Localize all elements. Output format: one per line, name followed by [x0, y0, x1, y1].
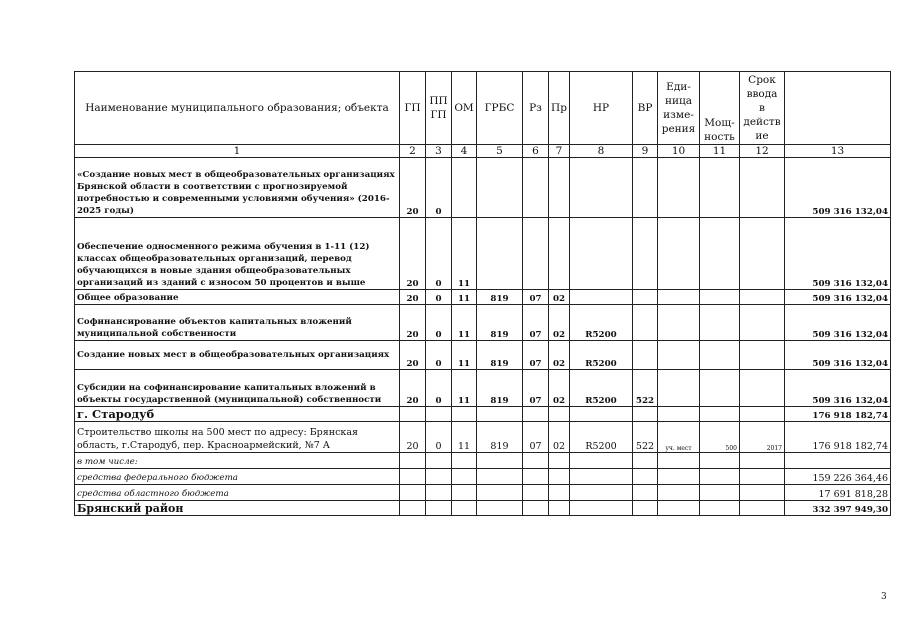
cell-vr: [633, 341, 658, 370]
cell-rz: [523, 218, 549, 290]
cell-nr: R5200: [570, 370, 633, 407]
cell-pr: [549, 218, 570, 290]
cell-term: [740, 305, 785, 341]
cell-rz: 07: [523, 341, 549, 370]
cell-om: 11: [452, 422, 477, 453]
cell-nr: [570, 218, 633, 290]
cell-amount: 17 691 818,28: [785, 485, 891, 501]
cell-pr: 02: [549, 422, 570, 453]
cell-unit: [658, 305, 700, 341]
header-vr: ВР: [633, 72, 658, 145]
cell-amount: [785, 453, 891, 469]
cell-nr: R5200: [570, 341, 633, 370]
cell-pr: 02: [549, 290, 570, 305]
page-number: 3: [881, 592, 887, 602]
cell-ppgp: 0: [426, 341, 452, 370]
row-name: г. Стародуб: [75, 407, 400, 422]
cell-rz: 07: [523, 422, 549, 453]
cell-vr: 522: [633, 370, 658, 407]
cell-om: 11: [452, 370, 477, 407]
row-name: «Создание новых мест в общеобразовательных организациях Брянской области в соответствии с прогнозируемой потребностью и современными условиями обучения» (2016-2025 годы): [75, 158, 400, 218]
cell-grbs: 819: [477, 341, 523, 370]
cell-vr: 522: [633, 422, 658, 453]
cell-gp: 20: [400, 305, 426, 341]
table-row: [75, 370, 891, 407]
col-number: 12: [740, 145, 785, 158]
cell-unit: уч. мест: [658, 422, 700, 453]
cell-power: [700, 158, 740, 218]
row-name: Брянский район: [75, 501, 400, 516]
header-amount: [785, 72, 891, 145]
cell-grbs: 819: [477, 370, 523, 407]
cell-amount: 509 316 132,04: [785, 305, 891, 341]
cell-gp: 20: [400, 341, 426, 370]
cell-amount: 159 226 364,46: [785, 469, 891, 485]
cell-gp: 20: [400, 290, 426, 305]
cell-om: 11: [452, 341, 477, 370]
col-number: 5: [477, 145, 523, 158]
cell-ppgp: 0: [426, 422, 452, 453]
cell-ppgp: 0: [426, 290, 452, 305]
table-row: [75, 501, 891, 516]
cell-pr: 02: [549, 341, 570, 370]
cell-nr: R5200: [570, 422, 633, 453]
table-row: [75, 407, 891, 422]
cell-pr: 02: [549, 305, 570, 341]
cell-amount: 176 918 182,74: [785, 407, 891, 422]
cell-rz: 07: [523, 290, 549, 305]
cell-amount: 176 918 182,74: [785, 422, 891, 453]
cell-amount: 509 316 132,04: [785, 218, 891, 290]
table-row: [75, 341, 891, 370]
cell-gp: 20: [400, 218, 426, 290]
col-number: 2: [400, 145, 426, 158]
cell-unit: [658, 341, 700, 370]
row-name: Субсидии на софинансирование капитальных вложений в объекты государственной (муниципальной) собственности: [75, 370, 400, 407]
table-row: [75, 422, 891, 453]
cell-power: [700, 305, 740, 341]
cell-amount: 509 316 132,04: [785, 290, 891, 305]
cell-om: 11: [452, 290, 477, 305]
cell-grbs: 819: [477, 290, 523, 305]
cell-unit: [658, 290, 700, 305]
cell-unit: [658, 218, 700, 290]
table-row: [75, 469, 891, 485]
budget-table: [74, 71, 891, 516]
cell-amount: 509 316 132,04: [785, 370, 891, 407]
cell-grbs: 819: [477, 422, 523, 453]
row-name: средства федерального бюджета: [75, 469, 400, 485]
cell-nr: R5200: [570, 305, 633, 341]
cell-power: 500: [700, 422, 740, 453]
cell-power: [700, 218, 740, 290]
cell-unit: [658, 370, 700, 407]
row-name: Общее образование: [75, 290, 400, 305]
row-name: средства областного бюджета: [75, 485, 400, 501]
header-name: Наименование муниципального образования; объекта: [75, 72, 400, 145]
cell-om: 11: [452, 218, 477, 290]
cell-term: [740, 158, 785, 218]
row-name: Обеспечение односменного режима обучения в 1-11 (12) классах общеобразовательных организаций, перевод обучающихся в новые здания общеобразовательных организаций из зданий с износом 50 процентов и выше: [75, 218, 400, 290]
cell-grbs: 819: [477, 305, 523, 341]
cell-pr: [549, 158, 570, 218]
col-number: 1: [75, 145, 400, 158]
col-number: 13: [785, 145, 891, 158]
cell-vr: [633, 290, 658, 305]
header-ppgp: ПП ГП: [426, 72, 452, 145]
row-name: Строительство школы на 500 мест по адресу: Брянская область, г.Стародуб, пер. Красноармейский, №7 А: [75, 422, 400, 453]
header-row: [75, 72, 891, 145]
row-name: Создание новых мест в общеобразовательных организациях: [75, 341, 400, 370]
table-row: [75, 453, 891, 469]
cell-term: [740, 218, 785, 290]
cell-power: [700, 290, 740, 305]
cell-grbs: [477, 158, 523, 218]
cell-rz: 07: [523, 370, 549, 407]
table-row: [75, 485, 891, 501]
col-number: 4: [452, 145, 477, 158]
cell-gp: 20: [400, 370, 426, 407]
cell-ppgp: 0: [426, 218, 452, 290]
header-unit: Еди- ница изме- рения: [658, 72, 700, 145]
table-row: [75, 305, 891, 341]
cell-vr: [633, 158, 658, 218]
col-number: 3: [426, 145, 452, 158]
col-number: 11: [700, 145, 740, 158]
cell-power: [700, 341, 740, 370]
cell-ppgp: 0: [426, 370, 452, 407]
cell-nr: [570, 158, 633, 218]
col-number: 7: [549, 145, 570, 158]
cell-rz: [523, 158, 549, 218]
header-nr: НР: [570, 72, 633, 145]
cell-pr: 02: [549, 370, 570, 407]
row-name: в том числе:: [75, 453, 400, 469]
cell-ppgp: 0: [426, 158, 452, 218]
table-row: [75, 218, 891, 290]
cell-om: [452, 158, 477, 218]
header-term: Срок ввода в действ ие: [740, 72, 785, 145]
cell-term: [740, 370, 785, 407]
cell-om: 11: [452, 305, 477, 341]
table-row: [75, 290, 891, 305]
header-grbs: ГРБС: [477, 72, 523, 145]
cell-gp: 20: [400, 422, 426, 453]
cell-amount: 332 397 949,30: [785, 501, 891, 516]
cell-grbs: [477, 218, 523, 290]
cell-term: [740, 290, 785, 305]
header-power: Мощ- ность: [700, 72, 740, 145]
row-name: Софинансирование объектов капитальных вложений муниципальной собственности: [75, 305, 400, 341]
header-pr: Пр: [549, 72, 570, 145]
header-rz: Рз: [523, 72, 549, 145]
col-number: 10: [658, 145, 700, 158]
column-number-row: [75, 145, 891, 158]
cell-term: [740, 341, 785, 370]
cell-ppgp: 0: [426, 305, 452, 341]
header-om: ОМ: [452, 72, 477, 145]
header-gp: ГП: [400, 72, 426, 145]
cell-vr: [633, 218, 658, 290]
cell-vr: [633, 305, 658, 341]
cell-amount: 509 316 132,04: [785, 341, 891, 370]
cell-term: 2017: [740, 422, 785, 453]
cell-gp: 20: [400, 158, 426, 218]
col-number: 8: [570, 145, 633, 158]
table-row: [75, 158, 891, 218]
cell-unit: [658, 158, 700, 218]
cell-rz: 07: [523, 305, 549, 341]
col-number: 9: [633, 145, 658, 158]
cell-power: [700, 370, 740, 407]
col-number: 6: [523, 145, 549, 158]
cell-nr: [570, 290, 633, 305]
cell-amount: 509 316 132,04: [785, 158, 891, 218]
